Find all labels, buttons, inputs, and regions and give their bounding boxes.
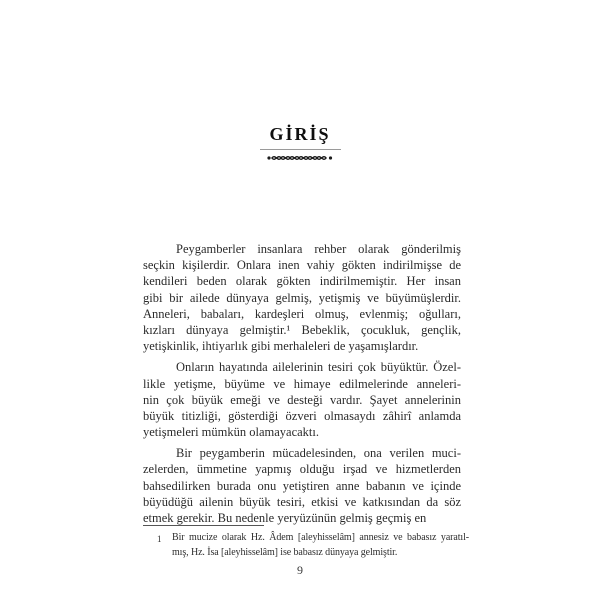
title-divider [260,149,341,150]
text-line: Anneleri, babaları, kardeşleri olmuş, evlenmiş; oğulları, [143,306,461,321]
text-line: büyük titizliği, gösterdiği özveri olmasaydı zâhirî anlamda [143,408,461,423]
text-line: mış, Hz. İsa [aleyhisselâm] ise babasız dünyaya gelmiştir. [172,546,398,558]
text-line: gibi bir ailede dünyaya gelmiş, yetişmiş ve büyümüşlerdir. [143,290,461,305]
text-line: Bir peygamberin mücadelesinden, ona verilen muci- [176,446,461,461]
page-number: 9 [297,563,303,577]
text-line: nin çok büyük emeği ve desteği vardır. Şayet annelerinin [143,392,461,407]
text-line: seçkin kişilerdir. Onlara inen vahiy gökten indirilmişse de [143,258,461,273]
chapter-header [0,124,600,164]
text-line: yetişmeleri mümkün olamayacaktı. [143,425,319,440]
paragraph [143,359,461,440]
text-line: etmek gerekir. Bu nedenle yeryüzünün gelmiş geçmiş en [143,511,427,525]
text-line: kızları dünyaya gelmiştir.¹ Bebeklik, çocukluk, gençlik, [143,322,461,337]
text-line: Onların hayatında ailelerinin tesiri çok büyüktür. Özel- [176,360,461,375]
text-line: kendileri beden olarak gökten indirilmemiştir. Her insan [143,274,461,289]
text-line: zelerden, ümmetine yapmış olduğu irşad ve hizmetlerden [143,462,461,477]
text-line: Peygamberler insanlara rehber olarak gönderilmiş [176,242,461,256]
footnote-text [172,531,469,560]
text-line: yetişkinlik, ihtiyarlık gibi merhaleleri de yaşamışlardır. [143,339,419,354]
body-text [143,241,461,526]
paragraph [143,241,461,354]
text-line: likle yetişme, büyüme ve himaye edilmelerinde anneleri- [143,376,461,391]
footnote-number: 1 [157,534,162,544]
text-line: bahsedilirken burada onu yetiştiren anne babanın ve içinde [143,478,461,493]
footnote [143,531,469,560]
text-line: Bir mucize olarak Hz. Âdem [aleyhisselâm] annesiz ve babasız yaratıl- [172,532,469,543]
chapter-title: GİRİŞ [269,124,331,144]
text-line: büyüdüğü ailenin büyük tesiri, etkisi ve katkısından da söz [143,494,461,509]
footnote-divider [143,525,264,526]
braid-flourish-icon [266,152,334,164]
paragraph [143,445,461,526]
